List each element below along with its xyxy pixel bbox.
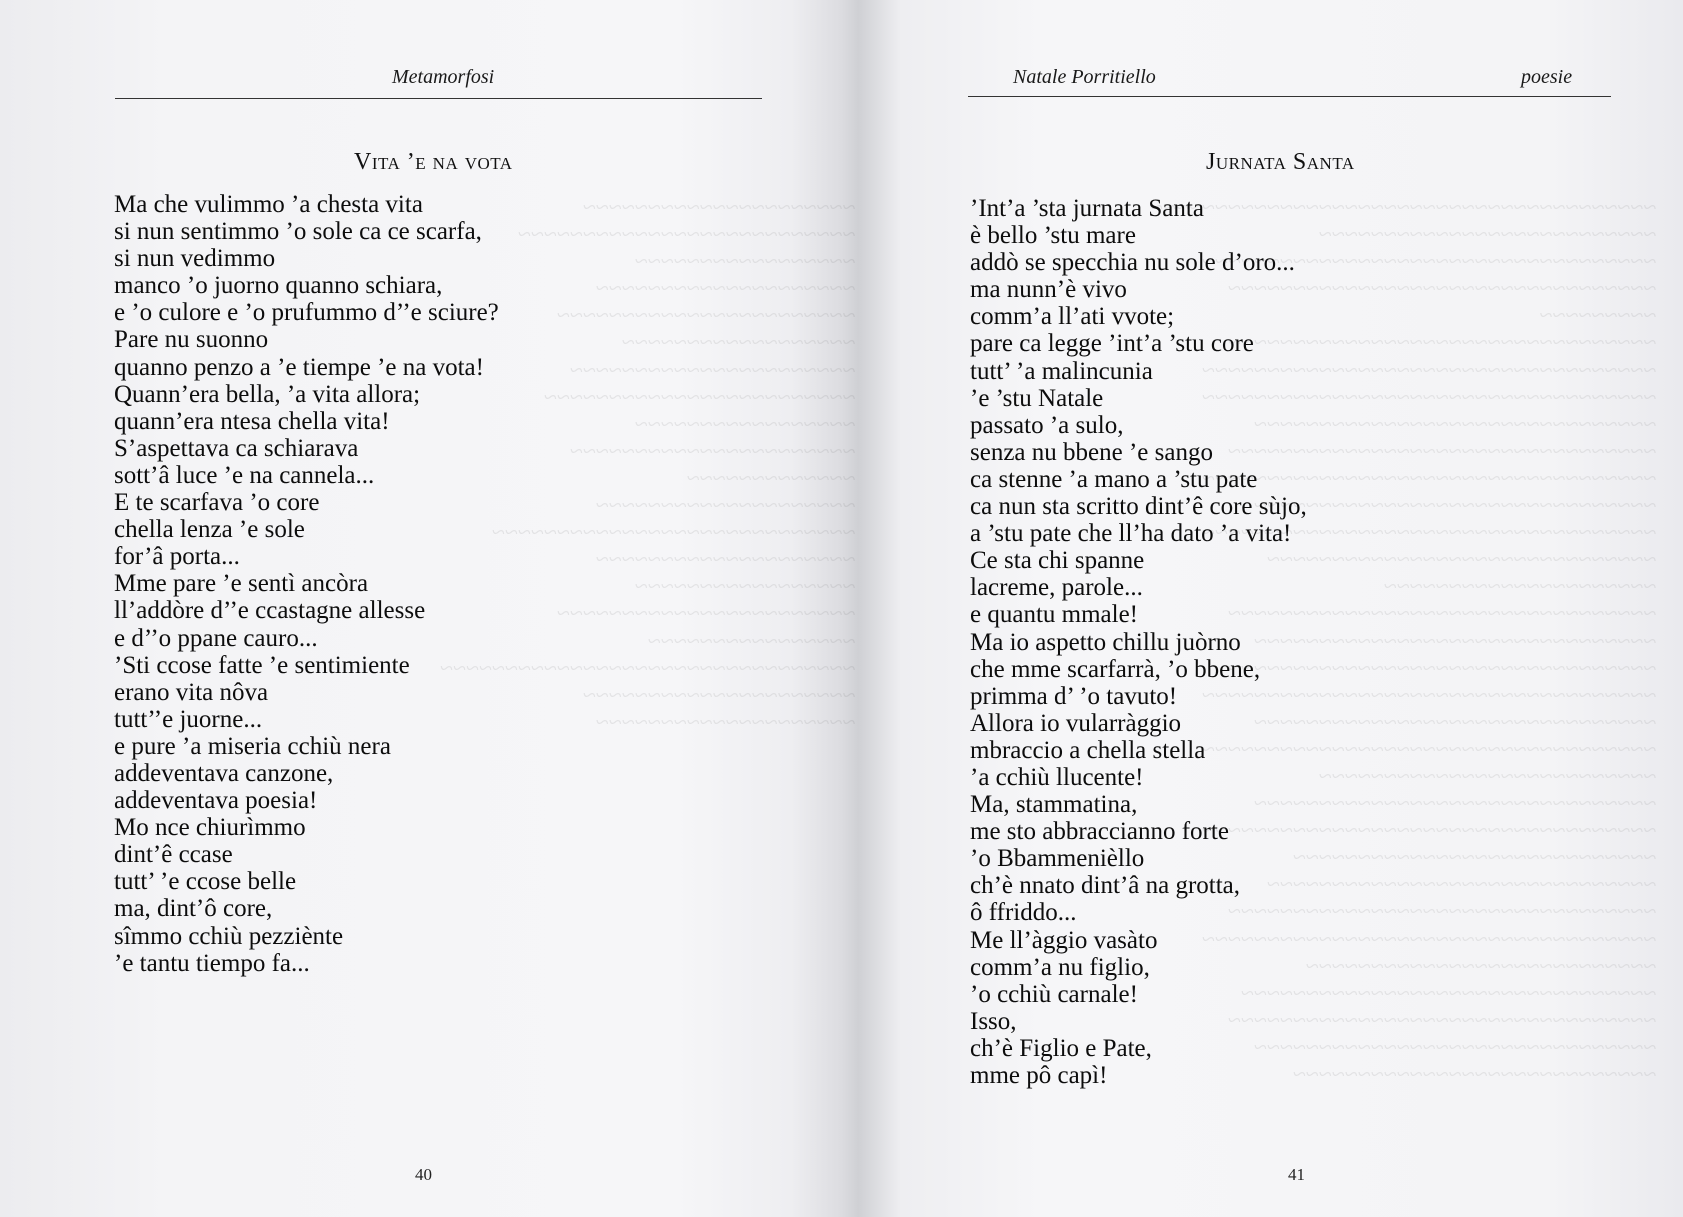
poem-line: e pure ’a miseria cchiù nera [114, 732, 391, 760]
poem-line: chella lenza ’e sole [114, 516, 305, 544]
poem-line: ’e tantu tiempo fa... [114, 949, 310, 977]
page-number: 41 [1288, 1165, 1305, 1184]
poem-line: Ma io aspetto chillu juòrno [970, 628, 1241, 656]
header-rule [115, 98, 762, 99]
poem-line: Ma, stammatina, [970, 791, 1138, 819]
poem-line: e d’’o ppane cauro... [114, 624, 318, 652]
poem-line: quanno penzo a ’e tiempe ’e na vota! [114, 353, 484, 381]
poem-line: ca stenne ’a mano a ’stu pate [970, 465, 1258, 493]
poem-line: ’e ’stu Natale [970, 384, 1104, 412]
poem-line: ’o cchiù carnale! [970, 980, 1138, 1008]
poem-line: ch’è Figlio e Pate, [970, 1034, 1152, 1062]
poem-line: dint’ê ccase [114, 841, 233, 869]
poem-line: ca nun sta scritto dint’ê core sùjo, [970, 493, 1307, 521]
poem-line: tutt’ ’e ccose belle [114, 868, 297, 896]
right-page [858, 0, 1683, 1217]
poem-line: passato ’a sulo, [970, 411, 1124, 439]
poem-line: tutt’’e juorne... [114, 705, 263, 733]
header-rule [968, 96, 1611, 97]
poem-line: addò se specchia nu sole d’oro... [970, 249, 1295, 277]
poem-line: manco ’o juorno quanno schiara, [114, 272, 443, 300]
poem-line: Mme pare ’e sentì ancòra [114, 570, 369, 598]
poem-line: Me ll’àggio vasàto [970, 926, 1158, 954]
poem-line: comm’a nu figlio, [970, 953, 1150, 981]
poem-line: è bello ’stu mare [970, 222, 1136, 250]
poem-line: pare ca legge ’int’a ’stu core [970, 330, 1254, 358]
poem-title-text: Vita ’e na vota [354, 149, 513, 175]
poem-line: mme pô capì! [970, 1062, 1108, 1089]
poem-line: addeventava canzone, [114, 759, 334, 787]
poem-line: ’Sti ccose fatte ’e sentimiente [114, 651, 410, 679]
poem-line: Pare nu suonno [114, 326, 269, 354]
poem-line: sîmmo cchiù pezziènte [114, 922, 344, 950]
poem-line: ’o Bbammenièllo [970, 845, 1145, 873]
poem-line: si nun vedimmo [114, 245, 276, 273]
poem-line: a ’stu pate che ll’ha dato ’a vita! [970, 520, 1292, 548]
poem-line: E te scarfava ’o core [114, 489, 320, 517]
poem-line: ’Int’a ’sta jurnata Santa [970, 195, 1204, 222]
poem-line: tutt’ ’a malincunia [970, 357, 1153, 385]
poem-line: quann’era ntesa chella vita! [114, 407, 390, 435]
poem-line: comm’a ll’ati vvote; [970, 303, 1175, 331]
running-header: Metamorfosi [392, 66, 495, 88]
poem-line: Allora io vularràggio [970, 709, 1182, 737]
page-number: 40 [415, 1165, 432, 1184]
poem-line: S’aspettava ca schiarava [114, 434, 359, 462]
poem-line: ch’è nnato dint’â na grotta, [970, 872, 1241, 900]
poem-title-text: Jurnata Santa [1206, 149, 1355, 175]
poem-line: Quann’era bella, ’a vita allora; [114, 380, 421, 408]
show-through-left: ~~~~~~~~~~~~~~~~~~~~~ ~~~~~~~~~~~~~~~~~~~~~~~~~~ ~~~~~~~~~~~~~~~~~ ~~~~~~~~~~~~~~~~~~~~ ~~~~~~~~~~~~~~~~~~~~~~~ ~~~~~~~~~~~~~~~~~~ ~~~~~~~~~~~~~~~~~~~~~~ ~~~~~~~~~~~~~~~~~~~~~~~~ ~~~~~~~~~~~~~~~~~ ~~~~~~~~~~~~~~~~~~~~~~ ~~~~~~~~~~~~~ ~~~~~~~~~~~~~~~~~~~~ ~~~~~~~~~~~~~~~~~~~~~~~~~~~~ ~~~~~~~~~~~~~~~~~~~~ ~~~~~~~~~~~~~~~~~ ~~~~~~~~~~~~~~~~~~~~~~~ ~~~~~~~~~~~~~~~~ ~~~~~~~~~~~~~~~~~~~~~~~~~~~~~~~~ ~~~~~~~~~~~~~~~~~~~~~ ~~~~~~~~~~~~~~~~~~~~ [440, 195, 856, 736]
running-header-section: poesie [1521, 66, 1573, 88]
poem-line: ’a cchiù llucente! [970, 763, 1144, 791]
show-through-right: ~~~~~~~~~~~~~~~~~~~~~~~~~~~~~~~~~~~~~~~ ~~~~~~~~~~~~~~~~~~~~~~~~~~ ~~~~~~~~~~~~~~~~~~~~~~~~~~~~~~~~~~~ ~~~~~~~~~~~~~~~~~~~~~~~~~~~~~~~~~ ~~~~~~~~~ ~~~~~~~~~~~~~~~~~~~~~~~~~~~~~~~~~ ~~~~~~~~~~~~~~~~~~~~~~~~~~~~~~~~~~~ ~~~~~~~~~~~~~~~~~~~~~~~~~~~~~~~~~~~ ~~~~~~~~~~~~~~~~~~~~~~~~~~~~~~~ ~~~~~~~~~~~~~~~~~~~~~~~~~~~~~~~~~ ~~~~~~~~~~~~~~~~~~~~~~~~~~~~~~~~~~~ ~~~~~~~~~~~~~~~~~~~~~~~~~~~~~~~ ~~~~~~~~~~~~~~~~~~~~~~~~~~~~~~~~~~~ ~~~~~~~~~~~~~~~~~~~~~~~~~~~~~~ ~~~~~~~~~~~~~~~~~~~~~ ~~~~~~~~~~~~~~~~~~~~~~~~~~~~~~~~~ ~~~~~~~~~~~~~~~~~~~~~~~~~~~~~~~ ~~~~~~~~~~~~~~~~~~~~~~~~~~~~~~~~~ ~~~~~~~~~~~~~~~~~~~~~~~~~~~~~~~~~~~ ~~~~~~~~~~~~~~~~~~~~~~~~~~~~~~~ ~~~~~~~~~~~~~~~~~~~~~~~~~~~~~~~~~~~ ~~~~~~~~~~~~~~~~~~~~~~~~~~ ~~~~~~~~~~~~~~~~~~~~~~~~~~~~~~~ ~~~~~~~~~~~~~~~~~~~~~~~~~~~~~~~~~~~ ~~~~~~~~~~~~~~~~~~~~~~~~~~~~ ~~~~~~~~~~~~~~~~~~~~~~~~~~~~~~ ~~~~~~~~~~~~~~~~~~~~~~~~~~~~~~~~~ ~~~~~~~~~~~~~~~~~~~~~~~~~~~~~~~~~~~ ~~~~~~~~~~~~~~~~~~~~~~~~~~~ ~~~~~~~~~~~~~~~~~~~~~~~~~~~~~~~~ ~~~~~~~~~~~~~~~~~~~~~~~~~~~~~~~~~ ~~~~~~~~~~~~~~~~~~~~~~~~~~~~~~~ ~~~~~~~~~~~~~~~~~~~~~~~~~~~~ [1150, 195, 1657, 1088]
poem-line: e quantu mmale! [970, 601, 1138, 629]
poem-line: senza nu bbene ’e sango [970, 438, 1213, 466]
poem-body [114, 191, 499, 977]
poem-line: primma d’ ’o tavuto! [970, 682, 1178, 710]
poem-line: Ma che vulimmo ’a chesta vita [114, 191, 423, 218]
poem-line: Ce sta chi spanne [970, 547, 1145, 575]
poem-line: mbraccio a chella stella [970, 736, 1206, 764]
poem-line: erano vita nôva [114, 678, 269, 706]
poem-line: me sto abbracciannο forte [970, 818, 1229, 846]
running-header-author: Natale Porritiello [1013, 66, 1156, 88]
poem-line: ô ffriddo... [970, 899, 1077, 927]
poem-line: sott’â luce ’e na cannela... [114, 461, 375, 489]
poem-line: ma nunn’è vivo [970, 276, 1127, 304]
poem-line: Mo nce chiurìmmo [114, 814, 306, 842]
poem-line: Isso, [970, 1007, 1017, 1035]
poem-body [970, 195, 1307, 1089]
poem-line: che mme scarfarrà, ’o bbene, [970, 655, 1261, 683]
poem-title [354, 149, 513, 176]
poem-line: ll’addòre d’’e ccastagne allesse [114, 597, 426, 625]
poem-title [1206, 149, 1355, 176]
poem-line: si nun sentimmo ’o sole ca ce scarfa, [114, 218, 482, 246]
poem-line: ma, dint’ô core, [114, 895, 273, 923]
poem-line: addeventava poesia! [114, 787, 318, 815]
poem-line: e ’o culore e ’o prufummo d’’e sciure? [114, 299, 499, 327]
poem-line: for’â porta... [114, 543, 240, 571]
poem-line: lacreme, parole... [970, 574, 1143, 602]
